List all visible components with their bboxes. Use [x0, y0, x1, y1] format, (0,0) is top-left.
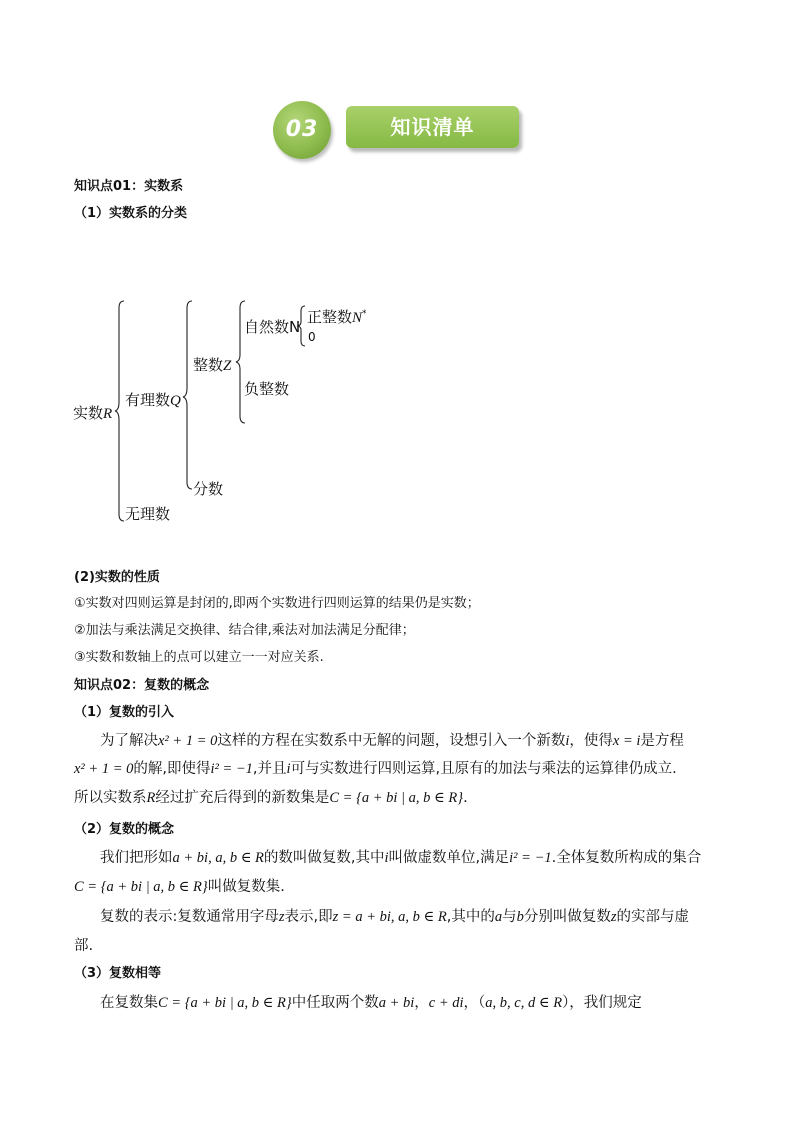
s1-line3: 所以实数系R经过扩充后得到的新数集是C = {a + bi | a, b ∈ R}. [74, 790, 468, 806]
prop-1: ①实数对四则运算是封闭的,即两个实数进行四则运算的结果仍是实数； [74, 596, 480, 611]
tree-positive-integer: 正整数N* [307, 308, 367, 326]
brace-real [114, 300, 126, 522]
kp2-title: 知识点02：复数的概念 [74, 678, 210, 693]
s1-line2: x² + 1 = 0的解,即使得i² = −1,并且i可与实数进行四则运算,且原有的加法与乘法的运算律仍成立. [74, 761, 677, 777]
tree-natural: 自然数N [244, 318, 301, 336]
prop-2: ②加法与乘法满足交换律、结合律,乘法对加法满足分配律； [74, 623, 415, 638]
tree-fraction: 分数 [193, 480, 224, 498]
prop-3: ③实数和数轴上的点可以建立一一对应关系. [74, 650, 324, 665]
tree-irrational: 无理数 [125, 505, 171, 523]
kp1-sub1: （1）实数系的分类 [74, 206, 188, 221]
s3-line1: 在复数集C = {a + bi | a, b ∈ R}中任取两个数a + bi，c + di，（a, b, c, d ∈ R），我们规定 [100, 995, 642, 1011]
s2-line3: 复数的表示:复数通常用字母z表示,即z = a + bi, a, b ∈ R,其中的a与b分别叫做复数z的实部与虚 [100, 909, 690, 925]
tree-real: 实数R [73, 404, 113, 422]
s2-line2: C = {a + bi | a, b ∈ R}叫做复数集. [74, 879, 285, 895]
brace-rational [182, 300, 194, 490]
kp2-s3-title: （3）复数相等 [74, 966, 162, 981]
tree-integer: 整数Z [193, 356, 232, 374]
badge-number: 03 [285, 117, 319, 142]
kp1-sub2: (2)实数的性质 [74, 570, 160, 585]
tree-zero: 0 [308, 330, 316, 344]
s2-line1: 我们把形如a + bi, a, b ∈ R的数叫做复数,其中i叫做虚数单位,满足i² = −1.全体复数所构成的集合 [100, 850, 702, 866]
s1-line1: 为了解决x² + 1 = 0这样的方程在实数系中无解的问题，设想引入一个新数i，使得x = i是方程 [100, 733, 684, 749]
tree-rational: 有理数Q [125, 391, 181, 409]
tree-negative-integer: 负整数 [244, 380, 290, 398]
kp1-title: 知识点01：实数系 [74, 179, 184, 194]
banner-title: 知识清单 [390, 115, 475, 139]
kp2-s1-title: （1）复数的引入 [74, 705, 175, 720]
kp2-s2-title: （2）复数的概念 [74, 822, 175, 837]
s2-line4: 部. [74, 938, 94, 954]
